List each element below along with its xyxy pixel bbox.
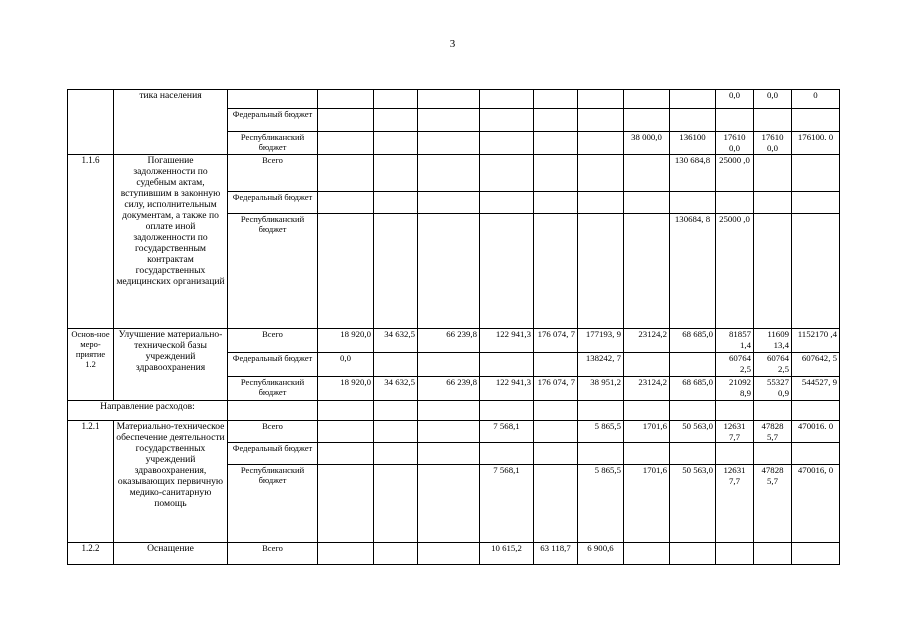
value-cell: 7 568,1 [480, 421, 534, 443]
value-cell: 0,0 [318, 353, 374, 377]
value-cell: 470016. 0 [792, 421, 840, 443]
value-cell: 18 920,0 [318, 377, 374, 401]
value-cell: 34 632,5 [374, 377, 418, 401]
source-cell: Республиканский бюджет [228, 214, 318, 329]
value-cell: 0,0 [754, 90, 792, 109]
value-cell: 81857 1,4 [716, 329, 754, 353]
value-cell: 130 684,8 [670, 155, 716, 192]
value-cell: 60764 2,5 [754, 353, 792, 377]
source-cell: Федеральный бюджет [228, 353, 318, 377]
activity-name-cell: Материально-техническое обеспечение деятельности государственных учреждений здравоохранения, оказывающих первичную медико-санитарную помощь [114, 421, 228, 543]
source-cell: Республиканский бюджет [228, 465, 318, 543]
value-cell: 68 685,0 [670, 377, 716, 401]
value-cell: 1152170 ,4 [792, 329, 840, 353]
value-cell: 25000 ,0 [716, 214, 754, 329]
value-cell: 50 563,0 [670, 465, 716, 543]
activity-name-cell: тика населения [114, 90, 228, 155]
value-cell: 176 074, 7 [534, 329, 578, 353]
code-cell: 1.1.6 [68, 155, 114, 329]
value-cell: 122 941,3 [480, 329, 534, 353]
value-cell: 12631 7,7 [716, 465, 754, 543]
table-row [68, 90, 840, 109]
table-row [68, 329, 840, 353]
value-cell: 122 941,3 [480, 377, 534, 401]
value-cell: 130684, 8 [670, 214, 716, 329]
value-cell: 47828 5,7 [754, 465, 792, 543]
source-cell: Федеральный бюджет [228, 443, 318, 465]
value-cell: 177193, 9 [578, 329, 624, 353]
value-cell: 138242, 7 [578, 353, 624, 377]
value-cell: 25000 ,0 [716, 155, 754, 192]
value-cell: 0 [792, 90, 840, 109]
value-cell: 21092 8,9 [716, 377, 754, 401]
value-cell: 63 118,7 [534, 543, 578, 565]
source-cell: Республиканский бюджет [228, 132, 318, 155]
value-cell: 34 632,5 [374, 329, 418, 353]
table-row [68, 421, 840, 443]
activity-name-cell: Улучшение материально-технической базы учреждений здравоохранения [114, 329, 228, 401]
direction-heading: Направление расходов: [68, 401, 228, 421]
value-cell: 50 563,0 [670, 421, 716, 443]
value-cell: 176 074, 7 [534, 377, 578, 401]
value-cell: 38 000,0 [624, 132, 670, 155]
value-cell: 10 615,2 [480, 543, 534, 565]
table-row [68, 155, 840, 192]
value-cell: 12631 7,7 [716, 421, 754, 443]
source-cell: Федеральный бюджет [228, 109, 318, 132]
value-cell: 176100. 0 [792, 132, 840, 155]
value-cell: 17610 0,0 [754, 132, 792, 155]
activity-name-cell: Погашение задолженности по судебным актам, вступившим в законную силу, исполнительным документам, а также по оплате иной задолженности по государственным контрактам государственных медицинских организаций [114, 155, 228, 329]
value-cell: 136100 [670, 132, 716, 155]
budget-table [67, 89, 840, 565]
value-cell: 17610 0,0 [716, 132, 754, 155]
value-cell: 68 685,0 [670, 329, 716, 353]
value-cell: 11609 13,4 [754, 329, 792, 353]
source-cell: Федеральный бюджет [228, 192, 318, 214]
value-cell: 60764 2,5 [716, 353, 754, 377]
value-cell: 38 951,2 [578, 377, 624, 401]
value-cell: 1701,6 [624, 465, 670, 543]
value-cell: 544527, 9 [792, 377, 840, 401]
value-cell: 23124,2 [624, 377, 670, 401]
value-cell: 7 568,1 [480, 465, 534, 543]
table-row [68, 401, 840, 421]
value-cell: 5 865,5 [578, 465, 624, 543]
value-cell: 66 239,8 [418, 329, 480, 353]
value-cell: 6 900,6 [578, 543, 624, 565]
code-cell [68, 90, 114, 155]
value-cell: 0,0 [716, 90, 754, 109]
source-cell: Всего [228, 155, 318, 192]
source-cell: Всего [228, 421, 318, 443]
value-cell: 66 239,8 [418, 377, 480, 401]
value-cell: 55327 0,9 [754, 377, 792, 401]
page-number: 3 [449, 38, 456, 50]
table-row [68, 543, 840, 565]
value-cell: 607642, 5 [792, 353, 840, 377]
value-cell: 23124,2 [624, 329, 670, 353]
source-cell [228, 90, 318, 109]
source-cell: Всего [228, 329, 318, 353]
value-cell: 470016, 0 [792, 465, 840, 543]
value-cell: 1701,6 [624, 421, 670, 443]
value-cell: 18 920,0 [318, 329, 374, 353]
value-cell: 5 865,5 [578, 421, 624, 443]
value-cell: 47828 5,7 [754, 421, 792, 443]
source-cell: Всего [228, 543, 318, 565]
code-cell: 1.2.2 [68, 543, 114, 565]
code-cell: Основ-ное меро-приятие 1.2 [68, 329, 114, 401]
source-cell: Республиканский бюджет [228, 377, 318, 401]
code-cell: 1.2.1 [68, 421, 114, 543]
activity-name-cell: Оснащение [114, 543, 228, 565]
